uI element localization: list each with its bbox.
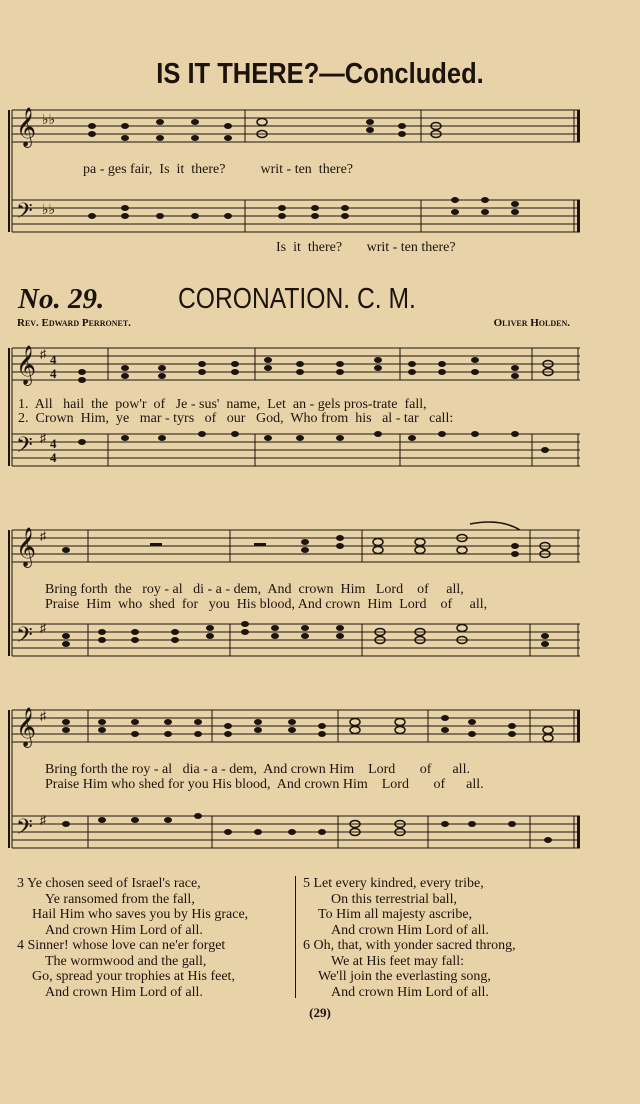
verse-line: On this terrestrial ball, (331, 891, 457, 907)
svg-text:𝄢: 𝄢 (16, 623, 33, 653)
svg-text:♯: ♯ (40, 813, 46, 827)
svg-text:♭♭: ♭♭ (42, 113, 56, 128)
lyric-verse-2: 2. Crown Him, ye mar - tyrs of our God, Who from his al - tar call: (18, 411, 454, 426)
verse-line: And crown Him Lord of all. (45, 984, 203, 1000)
lyric-line-4b: Praise Him who shed for you His blood, And crown Him Lord of all. (45, 777, 484, 792)
svg-text:𝄞: 𝄞 (16, 707, 37, 747)
verse-line: 4 Sinner! whose love can ne'er forget (17, 938, 226, 953)
column-divider (295, 876, 296, 998)
svg-text:𝄞: 𝄞 (16, 527, 37, 567)
verse-line: Go, spread your trophies at His feet, (32, 969, 235, 984)
hymn-title: CORONATION. C. M. (178, 283, 416, 315)
verse-line: To Him all majesty ascribe, (318, 907, 473, 922)
verse-line: Hail Him who saves you by His grace, (32, 907, 249, 922)
author-credit: Rev. Edward Perronet. (17, 317, 131, 329)
svg-text:4: 4 (50, 366, 57, 381)
svg-text:𝄞: 𝄞 (16, 345, 37, 385)
page-title: IS IT THERE?—Concluded. (156, 58, 484, 90)
page-number: (29) (309, 1005, 331, 1020)
verse-line: And crown Him Lord of all. (45, 922, 203, 938)
composer-credit: Oliver Holden. (493, 317, 570, 329)
verse-line: Ye ransomed from the fall, (45, 891, 195, 907)
verse-line: And crown Him Lord of all. (331, 922, 489, 938)
verse-line: 3 Ye chosen seed of Israel's race, (17, 876, 201, 891)
lyric-line-3a: Bring forth the roy - al di - a - dem, And crown Him Lord of all, (45, 582, 464, 597)
verse-line: 5 Let every kindred, every tribe, (303, 876, 484, 891)
verse-line: 6 Oh, that, with yonder sacred throng, (303, 938, 516, 953)
svg-text:𝄞: 𝄞 (16, 107, 37, 147)
svg-text:♯: ♯ (40, 709, 46, 723)
lyric-treble-1: pa - ges fair, Is it there? writ - ten there? (83, 162, 353, 177)
lyric-line-4a: Bring forth the roy - al dia - a - dem, And crown Him Lord of all. (45, 762, 470, 777)
svg-text:♯: ♯ (40, 621, 46, 635)
verse-line: And crown Him Lord of all. (331, 984, 489, 1000)
svg-text:4: 4 (50, 450, 57, 465)
svg-text:♯: ♯ (40, 529, 46, 543)
verses-right-column (303, 876, 603, 1000)
svg-text:♯: ♯ (40, 431, 46, 445)
svg-text:♯: ♯ (40, 347, 46, 361)
verse-line: The wormwood and the gall, (45, 953, 207, 969)
svg-text:4: 4 (50, 352, 57, 367)
verse-line: We at His feet may fall: (331, 953, 464, 969)
verses-left-column (17, 876, 297, 1000)
lyric-verse-1: 1. All hail the pow'r of Je - sus' name, Let an - gels pros-trate fall, (18, 397, 427, 412)
verse-line: We'll join the everlasting song, (318, 969, 491, 984)
svg-text:𝄢: 𝄢 (16, 815, 33, 845)
lyric-line-3b: Praise Him who shed for you His blood, And crown Him Lord of all, (45, 597, 488, 612)
svg-text:𝄢: 𝄢 (16, 199, 33, 229)
lyric-bass-1: Is it there? writ - ten there? (276, 240, 456, 255)
svg-text:4: 4 (50, 436, 57, 451)
hymn-number: No. 29. (18, 283, 105, 315)
svg-text:♭♭: ♭♭ (42, 203, 56, 218)
svg-text:𝄢: 𝄢 (16, 433, 33, 463)
